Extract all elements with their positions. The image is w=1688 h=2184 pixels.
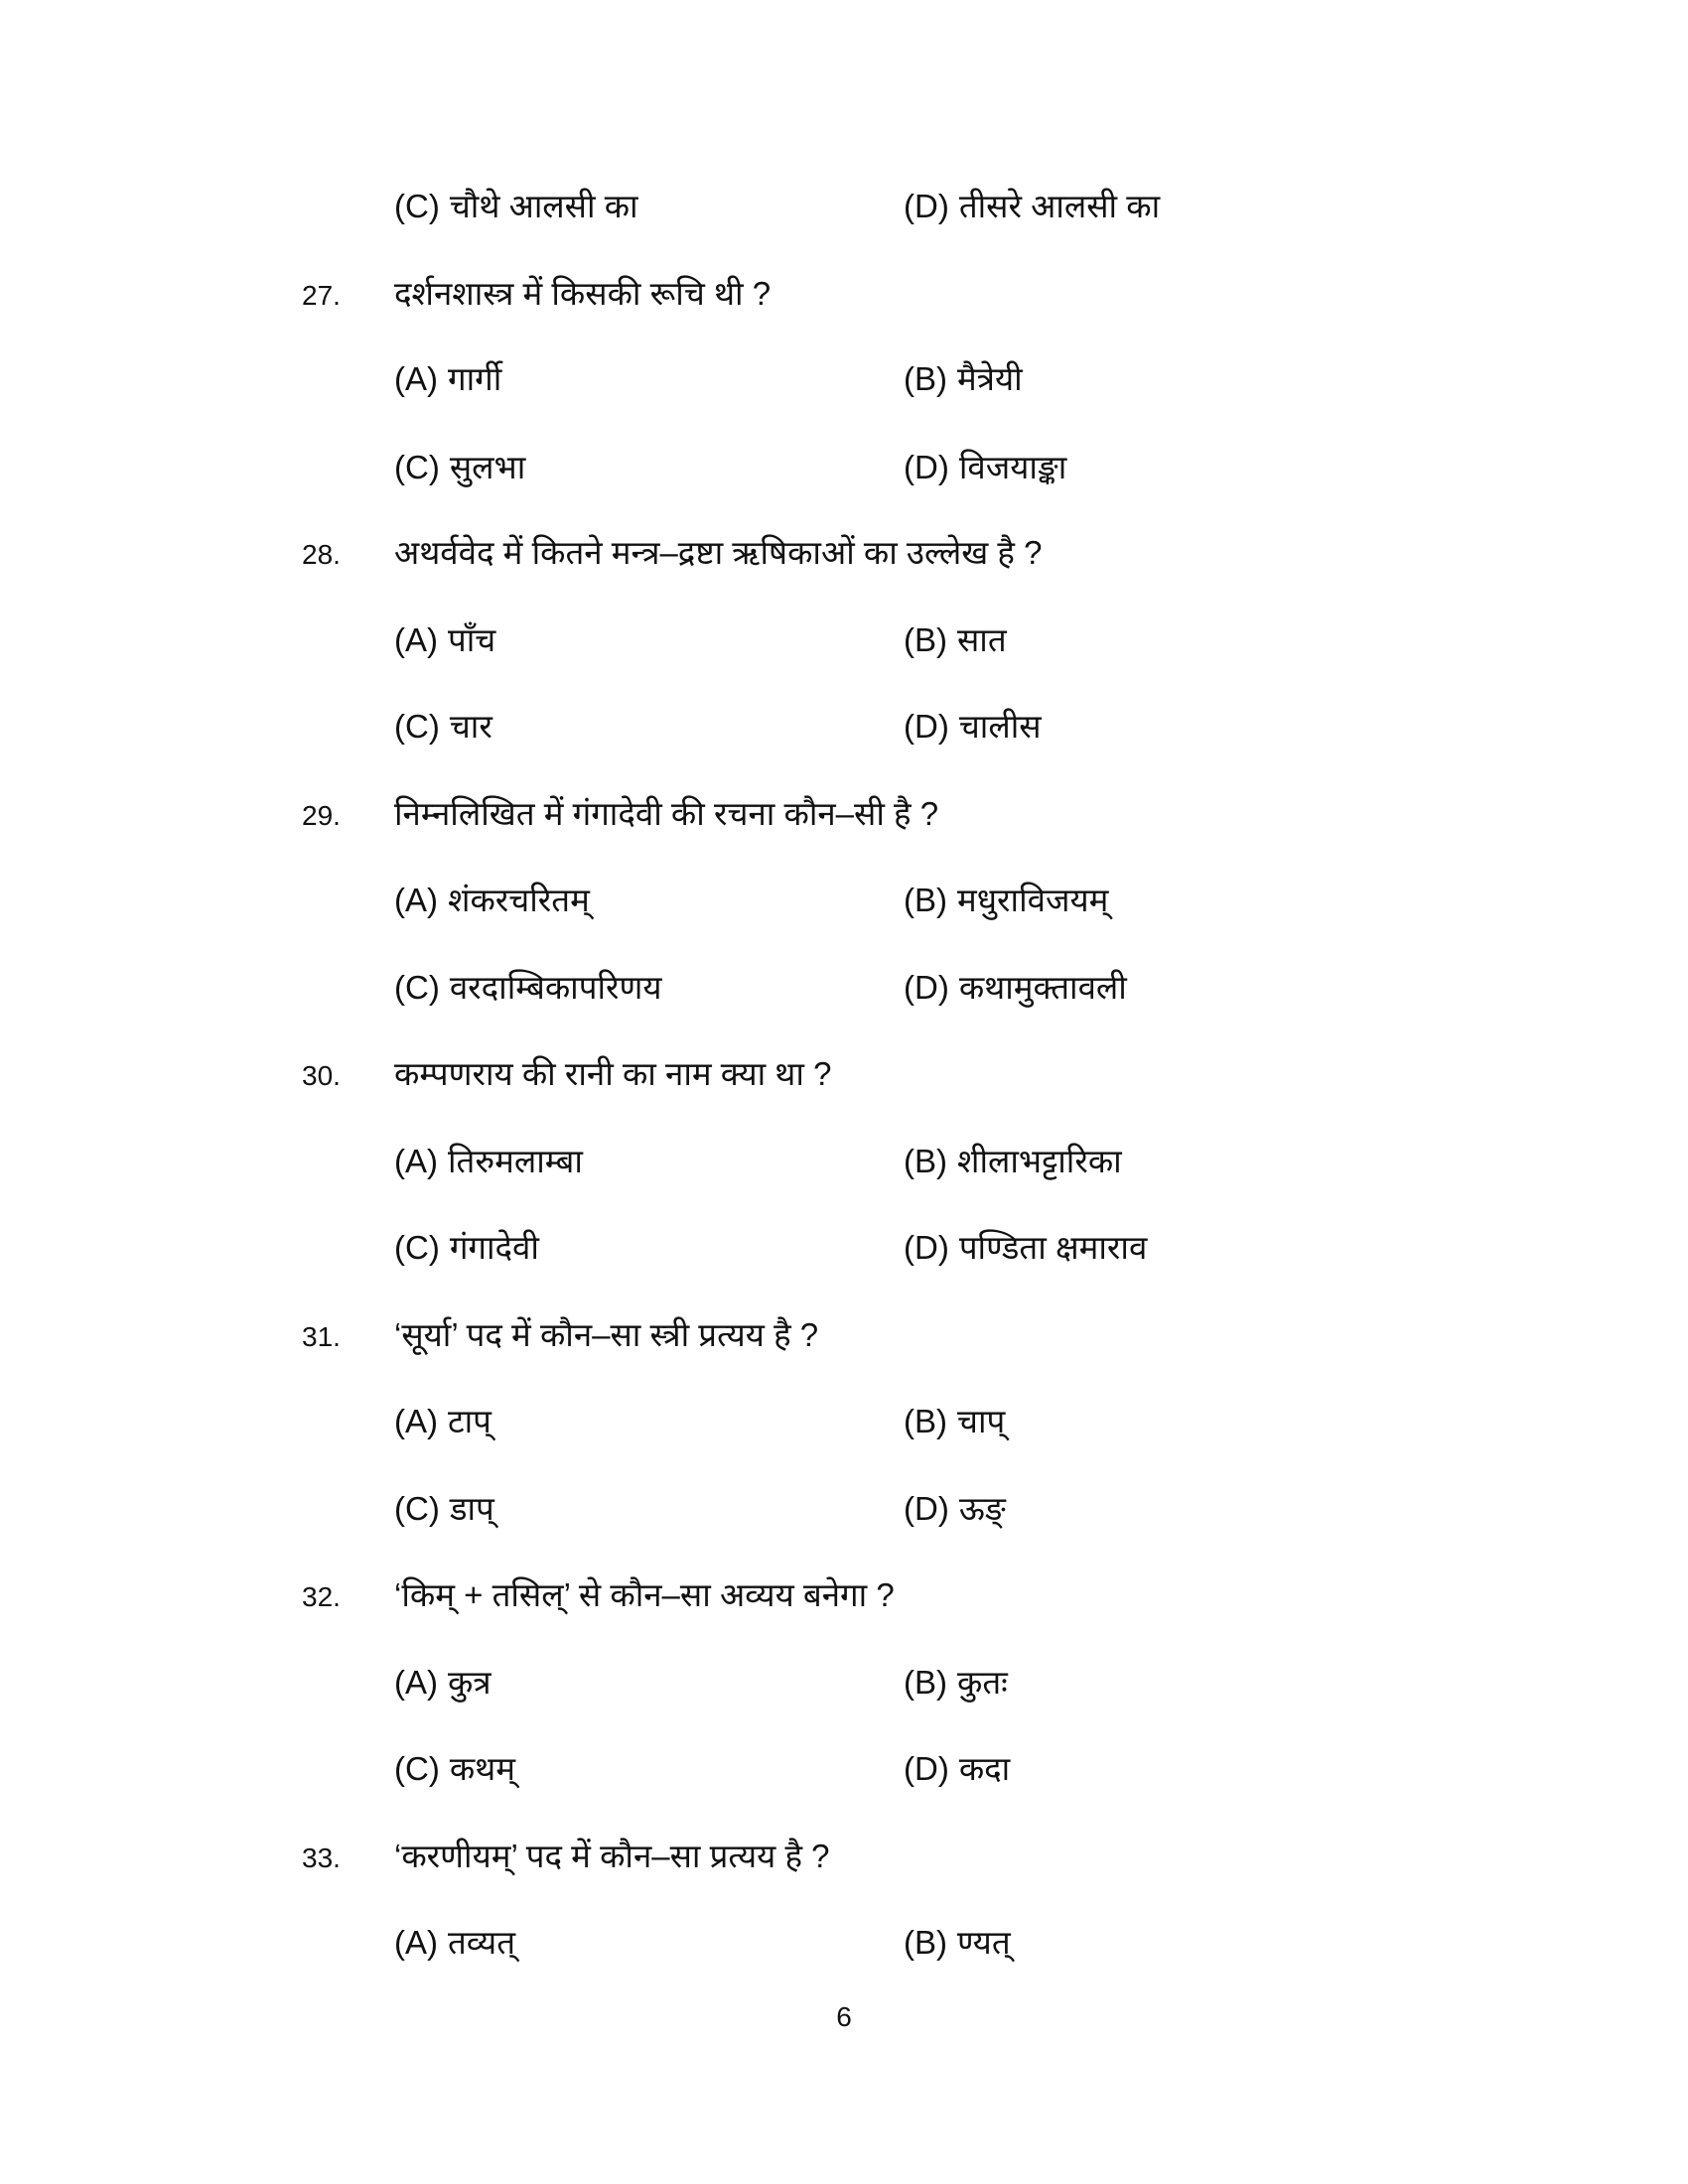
question-number: 30. xyxy=(302,1060,341,1091)
option-b xyxy=(904,1138,1122,1185)
option-label: (C) xyxy=(394,708,440,745)
question-text: ‘करणीयम्’ पद में कौन–सा प्रत्यय है ? xyxy=(394,1838,830,1874)
option-label: (A) xyxy=(394,1403,438,1439)
option-a xyxy=(394,1138,583,1185)
option-text: मैत्रेयी xyxy=(957,360,1023,397)
question-number: 28. xyxy=(302,539,341,570)
option-text: कुतः xyxy=(957,1664,1008,1701)
option-d xyxy=(904,1485,1006,1533)
option-text: ण्यत् xyxy=(957,1924,1011,1961)
option-text: टाप् xyxy=(448,1403,492,1439)
option-text: चाप् xyxy=(957,1403,1006,1439)
option-text: कुत्र xyxy=(448,1664,492,1701)
option-label: (A) xyxy=(394,621,438,658)
option-text: शीलाभट्टारिका xyxy=(957,1143,1122,1179)
option-d xyxy=(904,1224,1147,1272)
option-b xyxy=(904,616,1007,664)
option-label: (A) xyxy=(394,1664,438,1701)
option-label: (C) xyxy=(394,188,440,224)
option-text: मधुराविजयम् xyxy=(957,882,1109,918)
option-b xyxy=(904,355,1023,403)
option-text: गंगादेवी xyxy=(449,1229,539,1266)
option-label: (D) xyxy=(904,188,949,224)
option-c xyxy=(394,1224,539,1272)
option-label: (B) xyxy=(904,1403,947,1439)
question-number: 27. xyxy=(302,280,341,311)
option-a xyxy=(394,1659,492,1706)
option-label: (C) xyxy=(394,969,440,1006)
question-text: कम्पणराय की रानी का नाम क्या था ? xyxy=(394,1055,832,1092)
option-c xyxy=(394,1745,515,1793)
option-label: (D) xyxy=(904,449,949,485)
question-text: ‘किम् + तसिल्’ से कौन–सा अव्यय बनेगा ? xyxy=(394,1576,895,1613)
option-label: (D) xyxy=(904,969,949,1006)
question-number: 29. xyxy=(302,800,341,831)
option-d xyxy=(904,444,1066,491)
option-b xyxy=(904,1659,1008,1706)
option-text: सात xyxy=(957,621,1007,658)
option-label: (D) xyxy=(904,708,949,745)
page-number: 6 xyxy=(836,2001,852,2032)
option-text: चालीस xyxy=(958,708,1042,745)
option-c xyxy=(394,183,638,230)
question-number: 31. xyxy=(302,1321,341,1352)
option-b xyxy=(904,877,1108,924)
option-label: (C) xyxy=(394,1229,440,1266)
option-c xyxy=(394,1485,494,1533)
option-b xyxy=(904,1919,1011,1967)
option-label: (B) xyxy=(904,360,947,397)
option-label: (D) xyxy=(904,1490,949,1527)
option-text: कदा xyxy=(958,1750,1011,1787)
option-text: डाप् xyxy=(449,1490,494,1527)
option-label: (A) xyxy=(394,1924,438,1961)
question-text: अथर्ववेद में कितने मन्त्र–द्रष्टा ऋषिकाओं का उल्लेख है ? xyxy=(394,534,1043,571)
option-b xyxy=(904,1398,1005,1445)
option-label: (B) xyxy=(904,1143,947,1179)
question-text: निम्नलिखित में गंगादेवी की रचना कौन–सी है ? xyxy=(394,795,939,832)
option-label: (B) xyxy=(904,1924,947,1961)
option-text: पण्डिता क्षमाराव xyxy=(958,1229,1148,1266)
option-label: (B) xyxy=(904,621,947,658)
option-label: (C) xyxy=(394,1750,440,1787)
option-d xyxy=(904,1745,1010,1793)
option-text: गार्गी xyxy=(448,360,502,397)
option-c xyxy=(394,964,662,1012)
option-d xyxy=(904,703,1042,751)
option-a xyxy=(394,1398,492,1445)
option-text: चौथे आलसी का xyxy=(449,188,638,224)
option-c xyxy=(394,703,492,751)
option-text: पाँच xyxy=(448,621,496,658)
option-label: (D) xyxy=(904,1229,949,1266)
option-text: चार xyxy=(449,708,492,745)
option-label: (A) xyxy=(394,882,438,918)
option-label: (D) xyxy=(904,1750,949,1787)
option-d xyxy=(904,964,1127,1012)
option-text: तव्यत् xyxy=(448,1924,516,1961)
option-a xyxy=(394,877,590,924)
option-text: ऊङ् xyxy=(958,1490,1006,1527)
option-text: विजयाङ्का xyxy=(958,449,1067,485)
option-label: (A) xyxy=(394,1143,438,1179)
option-text: तिरुमलाम्बा xyxy=(448,1143,583,1179)
option-c xyxy=(394,444,525,491)
option-label: (B) xyxy=(904,882,947,918)
option-text: सुलभा xyxy=(449,449,526,485)
option-text: वरदाम्बिकापरिणय xyxy=(449,969,662,1006)
option-d xyxy=(904,183,1160,230)
question-number: 33. xyxy=(302,1843,341,1873)
question-number: 32. xyxy=(302,1581,341,1612)
option-a xyxy=(394,355,501,403)
question-text: ‘सूर्या’ पद में कौन–सा स्त्री प्रत्यय है ? xyxy=(394,1316,819,1353)
option-a xyxy=(394,1919,515,1967)
question-text: दर्शनशास्त्र में किसकी रूचि थी ? xyxy=(394,275,772,312)
option-text: कथम् xyxy=(449,1750,515,1787)
option-label: (A) xyxy=(394,360,438,397)
option-a xyxy=(394,616,495,664)
option-label: (C) xyxy=(394,449,440,485)
option-label: (B) xyxy=(904,1664,947,1701)
option-text: तीसरे आलसी का xyxy=(958,188,1161,224)
option-text: कथामुक्तावली xyxy=(958,969,1127,1006)
option-text: शंकरचरितम् xyxy=(448,882,590,918)
option-label: (C) xyxy=(394,1490,440,1527)
